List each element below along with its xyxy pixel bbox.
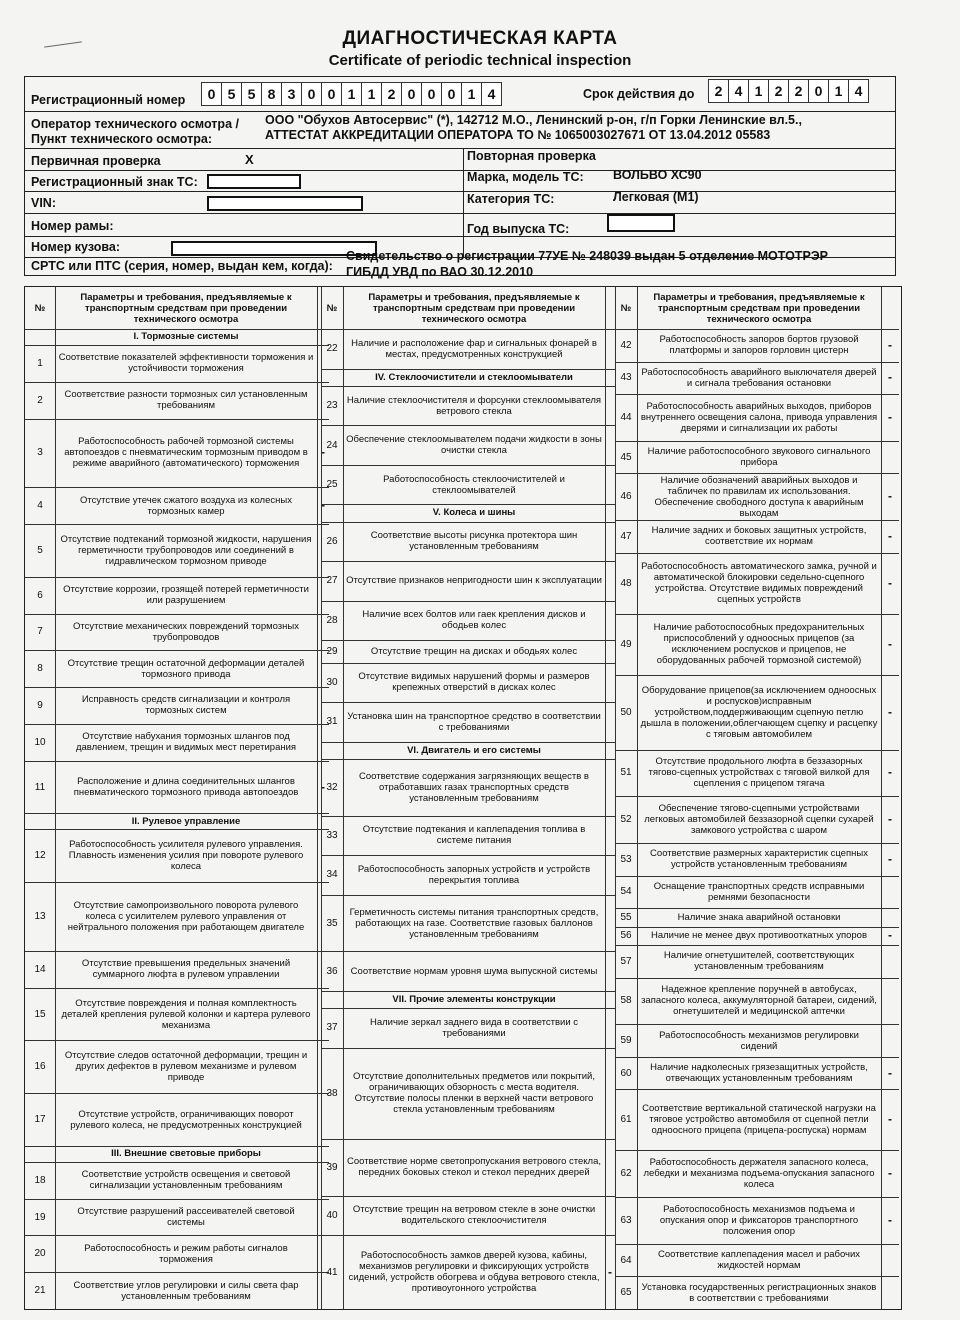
row-number: 43 [620,372,632,384]
requirement-text: Отсутствие дополнительных предметов или покрытий, ограничивающих обзорность с места водителя. Отсутствие полосы пленки в верхней части ветрового стекла установленным требованиям [353,1071,595,1116]
requirement-text: Герметичность системы питания транспортных средств, работающих на газе. Соответствие газовых баллонов установленным требованиям [349,906,599,940]
requirement-text: Соответствие нормам уровня шума выпускной системы [350,965,598,977]
table-header-no: № [34,302,46,314]
row-number: 53 [620,853,632,865]
result-mark [881,1276,899,1309]
requirement-text: Оснащение транспортных средств исправными ремнями безопасности [653,880,865,903]
row-number: 14 [34,963,46,975]
section-heading: IV. Стеклоочистители и стеклоомыватели [375,371,573,383]
requirement-text: Наличие и расположение фар и сигнальных фонарей в местах, предусмотренных конструкцией [351,337,597,360]
row-number: 40 [326,1209,338,1221]
result-mark: - [888,489,892,504]
requirement-text: Отсутствие подтеканий тормозной жидкости, нарушения герметичности трубопроводов или соединений в гидравлическом тормозном приводе [60,533,312,567]
row-number: 50 [620,706,632,718]
requirement-text: Наличие работоспособных предохранительных приспособлений у одноосных прицепов (за исключением роспусков и прицепов, не оборудованных рабочей тормозной системой) [653,622,865,667]
category-label: Категория ТС: [467,192,555,206]
requirement-text: Отсутствие устройств, ограничивающих поворот рулевого колеса, не предусмотренных конструкцией [70,1108,302,1131]
requirement-text: Отсутствие утечек сжатого воздуха из колесных тормозных камер [80,494,292,517]
category-value: Легковая (М1) [613,190,699,204]
row-number: 39 [326,1161,338,1173]
result-mark: - [888,812,892,827]
result-mark: - [888,704,892,719]
result-mark [605,601,615,641]
digit-cell: 4 [481,82,502,106]
requirement-text: Наличие огнетушителей, соответствующих установленным требованиям [663,950,855,973]
table-header-no: № [620,302,632,314]
digit-cell: 4 [848,79,869,103]
row-number: 4 [37,500,43,512]
row-number: 62 [620,1168,632,1180]
result-mark [605,759,615,816]
requirement-text: Отсутствие набухания тормозных шлангов под давлением, трещин и видимых мест перетирания [75,731,297,754]
row-number: 35 [326,917,338,929]
requirement-text: Работоспособность автоматического замка, ручной и автоматической блокировки седельно-сцепного устройства. Отсутствие видимых повреждений сцепных устройств [641,561,877,606]
plate-label: Регистрационный знак ТС: [31,175,198,189]
result-mark [605,522,615,562]
row-number: 7 [37,626,43,638]
result-mark [881,1244,899,1277]
row-number: 21 [34,1285,46,1297]
vin-redaction [207,196,363,211]
row-number: 9 [37,699,43,711]
digit-cell: 8 [261,82,282,106]
requirement-text: Отсутствие продольного люфта в беззазорных тягово-сцепных устройствах с тяговой вилкой для сцепления с прицепом тягача [648,756,870,790]
row-number: 58 [620,995,632,1007]
row-number: 1 [37,357,43,369]
srts-label: СРТС или ПТС (серия, номер, выдан кем, когда): [31,259,333,273]
primary-check-label: Первичная проверка [31,154,161,168]
row-number: 55 [620,911,632,923]
requirement-text: Соответствие содержания загрязняющих веществ в отработавших газах транспортных средств установленным требованиям [359,770,589,804]
row-number: 65 [620,1287,632,1299]
section-heading: III. Внешние световые приборы [111,1148,261,1160]
requirement-text: Отсутствие механических повреждений тормозных трубопроводов [73,620,299,643]
result-mark [605,855,615,895]
result-mark [605,1048,615,1139]
row-number: 33 [326,829,338,841]
requirement-text: Исправность средств сигнализации и контроля тормозных систем [81,694,291,717]
row-number: 61 [620,1114,632,1126]
result-mark: - [888,851,892,866]
row-number: 20 [34,1248,46,1260]
row-number: 37 [326,1022,338,1034]
row-number: 49 [620,638,632,650]
requirement-text: Оборудование прицепов(за исключением одноосных и роспусков)исправным устройством,поддерживающим сцепную петлю дышла в положении,облегчающем сцепку и расцепку с тяговым автомобилем [640,684,878,740]
document-subtitle: Certificate of periodic technical inspection [328,52,632,69]
requirement-text: Наличие знака аварийной остановки [677,911,841,923]
requirement-text: Наличие всех болтов или гаек крепления дисков и ободьев колес [362,609,586,632]
result-mark [881,908,899,926]
result-mark [881,978,899,1025]
make-label: Марка, модель ТС: [467,170,584,184]
result-mark: - [321,445,325,460]
section-heading: VI. Двигатель и его системы [407,744,541,756]
digit-cell: 0 [321,82,342,106]
requirement-text: Отсутствие подтекания и каплепадения топлива в системе питания [362,824,586,847]
operator-label-2: Пункт технического осмотра: [31,132,213,146]
digit-cell: 2 [708,79,729,103]
result-mark [605,663,615,703]
primary-check-mark: X [245,152,254,167]
digit-cell: 1 [361,82,382,106]
result-mark: - [888,1166,892,1181]
digit-cell: 0 [808,79,829,103]
digit-cell: 3 [281,82,302,106]
requirement-text: Надежное крепление поручней в автобусах, запасного колеса, аккумуляторной батареи, сидений, огнетушителей и медицинской аптечки [641,984,877,1018]
requirement-text: Обеспечение тягово-сцепными устройствами легковых автомобилей беззазорной сцепки сухарей замкового устройства с шаром [644,803,874,837]
result-mark: - [608,1264,612,1279]
row-number: 17 [34,1114,46,1126]
row-number: 57 [620,955,632,967]
requirement-text: Наличие надколесных грязезащитных устройств, отвечающих установленным требованиям [650,1062,868,1085]
requirement-text: Работоспособность рабочей тормозной системы автопоездов с пневматическим тормозным приводом в режиме аварийного (автоматического) торможения [64,436,308,470]
section-heading: II. Рулевое управление [131,815,241,827]
row-number: 11 [34,781,46,793]
result-mark [605,561,615,601]
row-number: 64 [620,1254,632,1266]
row-number: 23 [326,400,338,411]
result-mark [605,816,615,856]
result-mark [605,951,615,991]
year-redaction [607,214,675,232]
year-label: Год выпуска ТС: [467,222,570,236]
result-mark: - [321,779,325,794]
result-mark [605,640,615,662]
requirement-text: Отсутствие трещин остаточной деформации деталей тормозного привода [67,657,305,680]
requirement-text: Наличие работоспособного звукового сигнального прибора [647,446,871,469]
section-heading: VII. Прочие элементы конструкции [392,994,556,1006]
row-number: 42 [620,339,632,351]
requirement-text: Отсутствие коррозии, грозящей потерей герметичности или разрушением [63,584,309,607]
requirement-text: Работоспособность стеклоочистителей и стеклоомывателей [383,473,565,496]
row-number: 15 [34,1008,46,1020]
requirement-text: Работоспособность замков дверей кузова, кабины, механизмов регулировки и фиксирующих устройств сидений, устройств обогрева и обдува ветрового стекла, противоугонного устройства [348,1250,600,1295]
row-number: 34 [326,869,338,881]
row-number: 60 [620,1067,632,1079]
result-mark: - [888,928,892,943]
digit-cell: 2 [381,82,402,106]
requirement-text: Отсутствие видимых нарушений формы и размеров крепежных отверстий в дисках колес [358,671,590,694]
reg-number-digits [202,82,502,106]
requirement-text: Отсутствие признаков непригодности шин к эксплуатации [346,575,602,587]
requirement-text: Работоспособность механизмов подъема и опускания опор и фиксаторов транспортного положения опор [659,1203,859,1237]
row-number: 44 [620,412,632,423]
table-header-param: Параметры и требования, предъявляемые к транспортным средствам при проведении технического осмотра [368,291,580,325]
row-number: 2 [37,394,43,406]
row-number: 32 [326,781,338,793]
result-mark: - [321,498,325,513]
row-number: 52 [620,814,632,826]
result-mark: - [888,1112,892,1127]
requirement-text: Отсутствие трещин на дисках и ободьях колес [370,645,578,657]
row-number: 13 [34,911,46,922]
requirement-text: Отсутствие разрушений рассеивателей световой системы [77,1206,295,1229]
row-number: 8 [37,663,43,675]
table-header-param: Параметры и требования, предъявляемые к транспортным средствам при проведении технического осмотра [80,291,292,325]
row-number: 56 [620,930,632,942]
result-mark: - [888,575,892,590]
requirement-text: Работоспособность механизмов регулировки сидений [659,1029,859,1052]
result-mark: - [888,636,892,651]
requirement-text: Отсутствие повреждения и полная комплектность деталей крепления рулевой колонки и картера рулевого механизма [61,997,311,1031]
result-mark [605,1139,615,1196]
digit-cell: 1 [748,79,769,103]
requirement-text: Наличие задних и боковых защитных устройств, соответствие их нормам [651,525,867,548]
row-number: 16 [34,1061,46,1073]
requirement-text: Обеспечение стеклоомывателем подачи жидкости в зоны очистки стекла [346,434,602,457]
requirement-text: Соответствие вертикальной статической нагрузки на тяговое устройство автомобиля от сцепной петли одноосного прицепа (прицепа-роспуска) нормам [642,1103,876,1137]
result-mark: - [888,337,892,352]
digit-cell: 0 [201,82,222,106]
result-mark [881,945,899,978]
row-number: 26 [326,535,338,547]
validity-label: Срок действия до [583,87,695,101]
requirement-text: Соответствие каплепадения масел и рабочих жидкостей нормам [657,1249,861,1272]
row-number: 30 [326,676,338,688]
digit-cell: 0 [441,82,462,106]
srts-value-1: Свидетельство о регистрации 77УЕ № 248039 выдан 5 отделение МОТОТРЭР [346,249,829,263]
row-number: 47 [620,530,632,542]
row-number: 31 [326,716,338,728]
result-mark: - [888,1212,892,1227]
result-mark [605,425,615,465]
requirement-text: Соответствие устройств освещения и световой сигнализации установленным требованиям [81,1169,291,1192]
row-number: 18 [34,1174,46,1186]
row-number: 3 [37,447,43,459]
result-mark [881,1024,899,1057]
requirement-text: Соответствие высоты рисунка протектора шин установленным требованиям [370,530,578,553]
requirement-text: Соответствие размерных характеристик сцепных устройств установленным требованиям [650,848,868,871]
requirement-text: Установка государственных регистрационных знаков в соответствии с требованиями [641,1281,877,1304]
operator-label-1: Оператор технического осмотра / [31,117,239,131]
digit-cell: 1 [341,82,362,106]
row-number: 46 [620,491,632,503]
requirement-text: Работоспособность запоров бортов грузовой платформы и запоров горловин цистерн [659,334,859,357]
result-mark [605,1008,615,1048]
row-number: 51 [620,767,632,779]
result-mark [605,702,615,742]
requirement-text: Соответствие углов регулировки и силы света фар установленным требованиям [73,1279,299,1302]
result-mark: - [888,410,892,424]
table-header-param: Параметры и требования, предъявляемые к транспортным средствам при проведении технического осмотра [653,291,865,325]
make-value: ВОЛЬВО ХС90 [613,168,702,182]
row-number: 36 [326,965,338,977]
requirement-text: Отсутствие следов остаточной деформации, трещин и других дефектов в рулевом механизме и рулевом приводе [64,1050,308,1084]
srts-value-2: ГИБДД УВД по ВАО 30.12.2010 [346,265,534,279]
result-mark [881,441,899,474]
frame-label: Номер рамы: [31,219,114,233]
row-number: 29 [326,645,338,657]
row-number: 59 [620,1035,632,1047]
requirement-text: Работоспособность и режим работы сигналов торможения [84,1242,288,1265]
result-mark [605,329,615,369]
validity-digits [709,79,869,103]
result-mark [605,1196,615,1236]
vin-label: VIN: [31,196,56,210]
repeat-check-label: Повторная проверка [467,149,596,163]
digit-cell: 0 [401,82,422,106]
operator-value-2: АТТЕСТАТ АККРЕДИТАЦИИ ОПЕРАТОРА ТО № 1065003027671 ОТ 13.04.2012 05583 [265,128,771,142]
vehicle-info-block [24,76,896,276]
row-number: 10 [34,736,46,748]
requirement-text: Наличие обозначений аварийных выходов и табличек по правилам их использования. Обеспечение свободного доступа к аварийным выходам [654,474,864,519]
digit-cell: 5 [221,82,242,106]
body-label: Номер кузова: [31,240,121,254]
result-mark: - [888,370,892,385]
row-number: 25 [326,479,338,491]
row-number: 54 [620,886,632,898]
row-number: 6 [37,589,43,601]
row-number: 22 [326,343,338,355]
requirement-text: Наличие зеркал заднего вида в соответствии с требованиями [369,1016,579,1039]
requirement-text: Установка шин на транспортное средство в соответствии с требованиями [347,710,601,733]
requirement-text: Наличие не менее двух противооткатных упоров [651,930,867,942]
row-number: 12 [34,850,46,862]
plate-redaction [207,174,301,189]
result-mark [605,386,615,426]
section-heading: V. Колеса и шины [432,507,516,519]
digit-cell: 1 [461,82,482,106]
row-number: 19 [34,1211,46,1223]
row-number: 63 [620,1214,632,1226]
requirement-text: Отсутствие трещин на ветровом стекле в зоне очистки водительского стеклоочистителя [352,1204,596,1227]
table-header-no: № [326,302,338,314]
reg-number-label: Регистрационный номер [31,93,186,107]
row-number: 5 [37,544,43,556]
digit-cell: 0 [301,82,322,106]
digit-cell: 0 [421,82,442,106]
requirement-text: Работоспособность запорных устройств и устройств перекрытия топлива [357,863,591,886]
row-number: 48 [620,577,632,589]
result-mark [605,895,615,952]
row-number: 28 [326,614,338,626]
row-number: 38 [326,1087,338,1099]
requirement-text: Отсутствие превышения предельных значений суммарного люфта в рулевом управлении [81,958,291,981]
digit-cell: 2 [788,79,809,103]
digit-cell: 2 [768,79,789,103]
requirement-text: Соответствие разности тормозных сил установленным требованиям [64,389,308,412]
operator-value-1: ООО "Обухов Автосервис" (*), 142712 М.О., Ленинский р-он, г/п Горки Ленинские вл.5., [265,113,802,127]
requirement-text: Работоспособность держателя запасного колеса, лебедки и механизма подъема-опускания запасного колеса [643,1157,875,1191]
digit-cell: 5 [241,82,262,106]
section-heading: I. Тормозные системы [133,331,239,343]
digit-cell: 4 [728,79,749,103]
result-mark: - [888,1065,892,1080]
inspection-table [24,286,902,1310]
row-number: 41 [326,1266,338,1278]
result-mark [881,876,899,909]
result-mark: - [888,765,892,780]
requirement-text: Соответствие норме светопропускания ветрового стекла, передних боковых стекол и стекол передних дверей [346,1156,602,1179]
row-number: 45 [620,451,632,463]
digit-cell: 1 [828,79,849,103]
requirement-text: Соответствие показателей эффективности торможения и устойчивости торможения [58,352,314,375]
document-title: ДИАГНОСТИЧЕСКАЯ КАРТА [342,28,618,49]
row-number: 24 [326,439,338,451]
requirement-text: Расположение и длина соединительных шлангов пневматического тормозного привода автопоездов [73,776,299,799]
row-number: 27 [326,575,338,587]
result-mark: - [888,528,892,543]
requirement-text: Работоспособность усилителя рулевого управления. Плавность изменения усилия при повороте рулевого колеса [68,839,304,873]
requirement-text: Работоспособность аварийного выключателя дверей и сигнала требования остановки [641,366,877,389]
requirement-text: Работоспособность аварийных выходов, приборов внутреннего освещения салона, привода управления дверями и сигнализации их работы [640,401,878,434]
requirement-text: Отсутствие самопроизвольного поворота рулевого колеса с усилителем рулевого управления от нейтрального положения при работающем двигателе [67,900,305,933]
result-mark [605,465,615,505]
requirement-text: Наличие стеклоочистителя и форсунки стеклоомывателя ветрового стекла [346,394,602,417]
